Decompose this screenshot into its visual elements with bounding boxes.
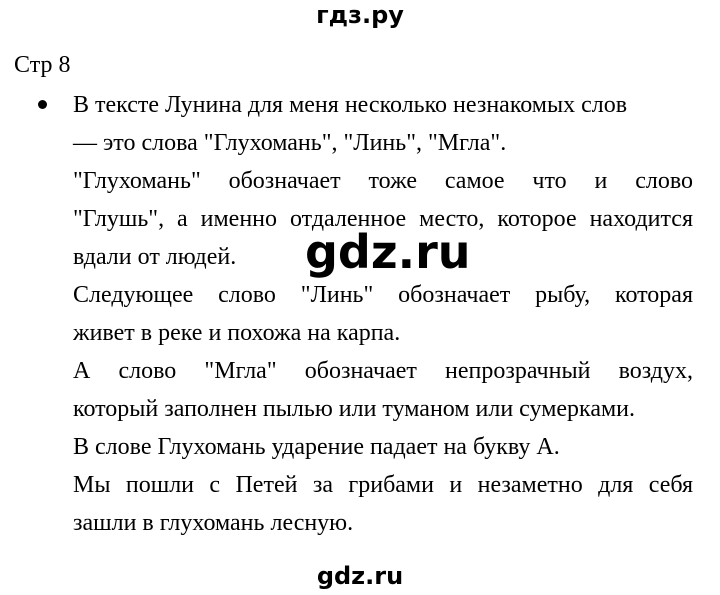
site-footer: gdz.ru (316, 562, 404, 590)
answer-text (73, 86, 693, 542)
answer-line: Следующее слово "Линь" обозначает рыбу, которая (73, 282, 693, 308)
site-header: гдз.ру (316, 1, 404, 29)
answer-line: который заполнен пылью или туманом или сумерками. (73, 396, 636, 422)
answer-line: — это слова "Глухомань", "Линь", "Мгла". (73, 130, 507, 156)
page-label: Стр 8 (14, 52, 71, 78)
watermark: gdz.ru (305, 225, 471, 279)
answer-line: "Глушь", а именно отдаленное место, которое находится (73, 206, 693, 232)
answer-line: В слове Глухомань ударение падает на букву А. (73, 434, 560, 460)
answer-line: А слово "Мгла" обозначает непрозрачный воздух, (73, 358, 693, 384)
bullet-icon (38, 100, 47, 109)
answer-line: вдали от людей. (73, 244, 237, 270)
answer-line: В тексте Лунина для меня несколько незнакомых слов (73, 92, 628, 118)
answer-line: "Глухомань" обозначает тоже самое что и слово (73, 168, 693, 194)
answer-line: Мы пошли с Петей за грибами и незаметно для себя (73, 472, 693, 498)
answer-line: зашли в глухомань лесную. (73, 510, 354, 536)
answer-line: живет в реке и похожа на карпа. (73, 320, 401, 346)
